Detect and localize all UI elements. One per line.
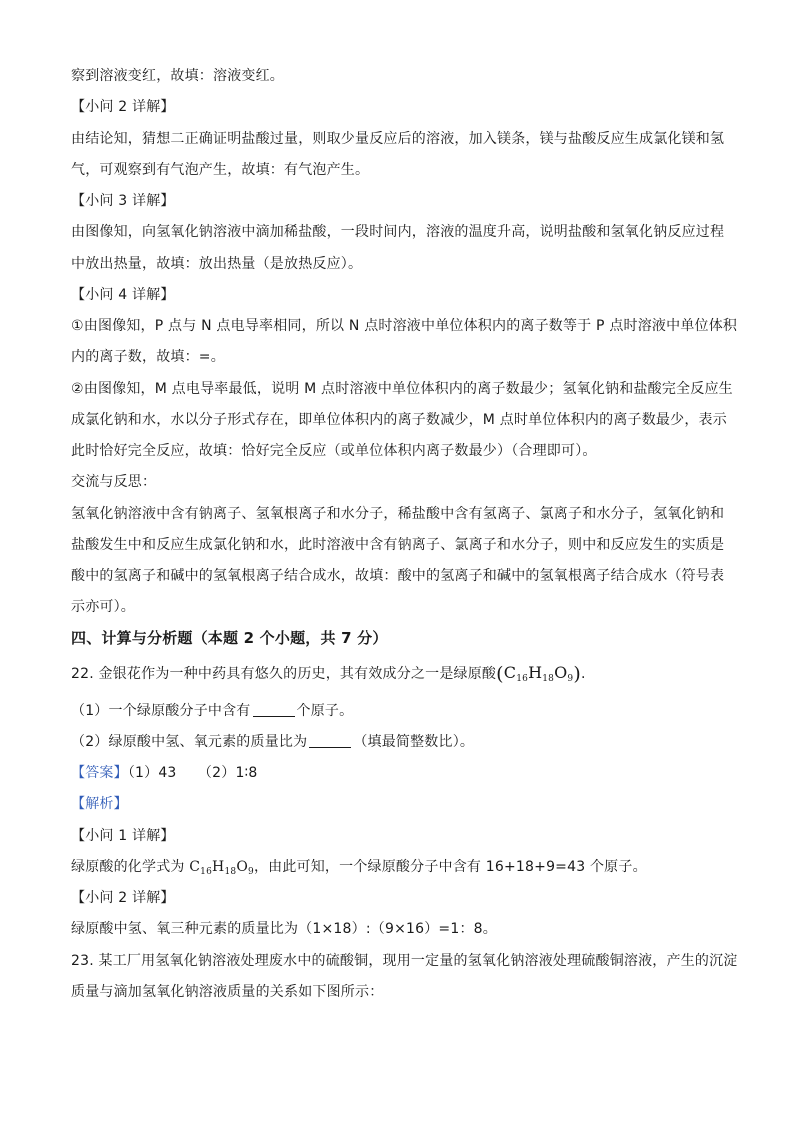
text-line: 示亦可）。	[71, 599, 135, 615]
question-22-part-2: （2）绿原酸中氢、氧元素的质量比为 （填最简整数比）。	[71, 734, 475, 750]
text-line: 绿原酸中氢、氧三种元素的质量比为（1×18）:（9×16）=1：8。	[71, 921, 497, 937]
text-line: 内的离子数，故填：=。	[71, 349, 225, 365]
question-23-continued: 质量与滴加氢氧化钠溶液质量的关系如下图所示：	[71, 984, 384, 1000]
subquestion-heading: 【小问 2 详解】	[71, 890, 175, 906]
subquestion-heading: 【小问 3 详解】	[71, 193, 175, 209]
text-line: 交流与反思：	[71, 474, 157, 490]
text-line: 气，可观察到有气泡产生，故填：有气泡产生。	[71, 162, 370, 178]
subquestion-heading: 【小问 1 详解】	[71, 828, 175, 844]
answer-text: （1）43 （2）1∶8	[127, 765, 258, 781]
answer-label: 【答案】	[71, 765, 128, 781]
question-22: 22. 金银花作为一种中药具有悠久的历史，其有效成分之一是绿原酸$(C_{16}H_{18}O_9)$.	[71, 663, 586, 685]
text-line: 此时恰好完全反应，故填：恰好完全反应（或单位体积内离子数最少）（合理即可）。	[71, 443, 597, 459]
subquestion-heading: 【小问 2 详解】	[71, 99, 175, 115]
subquestion-heading: 【小问 4 详解】	[71, 287, 175, 303]
text-line: 盐酸发生中和反应生成氯化钠和水，此时溶液中含有钠离子、氯离子和水分子，则中和反应发生的实质是	[71, 537, 725, 553]
answer-blank	[253, 702, 295, 717]
section-heading: 四、计算与分析题（本题 2 个小题，共 7 分）	[71, 629, 388, 647]
text-line: 绿原酸的化学式为 $C_{16}H_{18}O_9$，由此可知，一个绿原酸分子中含有 16+18+9=43 个原子。	[71, 859, 647, 877]
answer-blank	[309, 733, 351, 748]
text-line: 察到溶液变红，故填：溶液变红。	[71, 68, 284, 84]
formula-chlorogenic-acid: $(C_{16}H_{18}O_9)$	[496, 663, 581, 685]
text-line: 酸中的氢离子和碱中的氢氧根离子结合成水，故填：酸中的氢离子和碱中的氢氧根离子结合成水（符号表	[71, 568, 725, 584]
text-line: 成氯化钠和水，水以分子形式存在，即单位体积内的离子数减少，M 点时单位体积内的离子数最少，表示	[71, 412, 727, 428]
text-line: ①由图像知，P 点与 N 点电导率相同，所以 N 点时溶液中单位体积内的离子数等于 P 点时溶液中单位体积	[71, 318, 738, 334]
text-line: ②由图像知，M 点电导率最低，说明 M 点时溶液中单位体积内的离子数最少；氢氧化钠和盐酸完全反应生	[71, 381, 733, 397]
text-line: 由结论知，猜想二正确证明盐酸过量，则取少量反应后的溶液，加入镁条，镁与盐酸反应生成氯化镁和氢	[71, 131, 725, 147]
formula-inline: $C_{16}H_{18}O_9$	[189, 859, 254, 877]
answer-line	[71, 763, 258, 783]
question-22-part-1: （1）一个绿原酸分子中含有 个原子。	[71, 703, 354, 719]
text-line: 由图像知，向氢氧化钠溶液中滴加稀盐酸，一段时间内，溶液的温度升高，说明盐酸和氢氧化钠反应过程	[71, 224, 725, 240]
text-line: 中放出热量，故填：放出热量（是放热反应）。	[71, 256, 363, 272]
question-23: 23. 某工厂用氢氧化钠溶液处理废水中的硫酸铜，现用一定量的氢氧化钠溶液处理硫酸铜溶液，产生的沉淀	[71, 953, 738, 969]
question-text: 22. 金银花作为一种中药具有悠久的历史，其有效成分之一是绿原酸	[71, 666, 497, 682]
text-line: 氢氧化钠溶液中含有钠离子、氢氧根离子和水分子，稀盐酸中含有氢离子、氯离子和水分子，氢氧化钠和	[71, 506, 725, 522]
analysis-label: 【解析】	[71, 796, 128, 812]
